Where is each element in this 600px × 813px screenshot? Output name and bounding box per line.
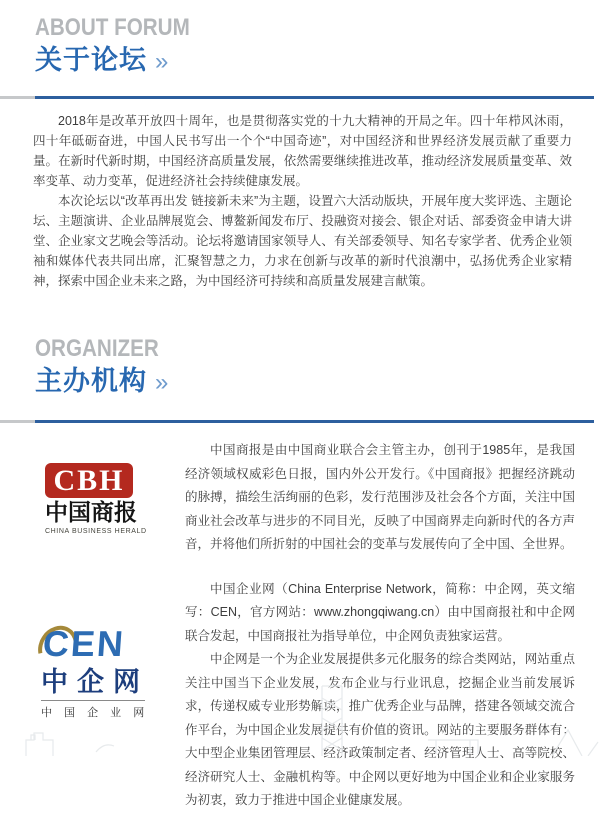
cbh-logo-red-box xyxy=(45,463,133,498)
cbh-name-en: CHINA BUSINESS HERALD xyxy=(45,528,147,535)
cbh-description xyxy=(185,439,575,557)
cen-name-zh-sub: 中 国 企 业 网 xyxy=(41,700,145,720)
cen-paragraph-2: 中企网是一个为企业发展提供多元化服务的综合类网站，网站重点关注中国当下企业发展，发布企业与行业讯息，挖掘企业当前发展诉求，传递权威专业形势解读，推广优秀企业与品牌，搭建各领域交流合作平台，为中国企业发展提供有价值的资讯。网站的主要服务群体有：大中型企业集团管理层、经济政策制定者、经济管理人士、高等院校、经济研究人士、金融机构等。中企网以更好地为中国企业和企业家服务为初衷，致力于推进中国企业健康发展。 xyxy=(185,652,575,807)
cen-description xyxy=(185,578,575,813)
about-paragraph-2: 本次论坛以“改革再出发 链接新未来”为主题，设置六大活动版块，开展年度大奖评选、主题论坛、主题演讲、企业品牌展览会、博鳌新闻发布厅、投融资对接会、银企对话、部委资金申请大讲堂、企业家文艺晚会等活动。论坛将邀请国家领导人、有关部委领导、知名专家学者、优秀企业领袖和媒体代表共同出席，汇聚智慧之力，力求在创新与改革的新时代浪潮中，弘扬优秀企业家精神，探索中国企业未来之路，为中国经济可持续和高质量发展建言献策。 xyxy=(33,194,572,288)
cen-logo-mark xyxy=(41,624,151,664)
cbh-logo xyxy=(35,463,147,536)
about-title-zh: 关于论坛 » xyxy=(35,45,170,75)
about-title-en: ABOUT FORUM xyxy=(35,14,190,41)
about-paragraph-1: 2018年是改革开放四十周年，也是贯彻落实党的十九大精神的开局之年。四十年栉风沐雨，四十年砥砺奋进，中国人民书写出一个个“中国奇迹”，对中国经济和世界经济发展贡献了重要力量。在新时代新时期，中国经济高质量发展，依然需要继续推进改革，推动经济发展质量变革、效率变革、动力变革，促进经济社会持续健康发展。 xyxy=(33,114,572,188)
double-chevron-icon: » xyxy=(155,48,170,75)
about-section-header xyxy=(35,16,600,77)
cen-row xyxy=(35,578,575,813)
cen-acronym: CEN xyxy=(41,622,127,664)
about-body xyxy=(33,111,572,291)
double-chevron-icon: » xyxy=(155,369,170,396)
cbh-paragraph-1: 中国商报是由中国商业联合会主管主办，创刊于1985年，是我国经济领域权威彩色日报，国内外公开发行。《中国商报》把握经济跳动的脉搏，描绘生活绚丽的色彩，发行范围涉及社会各个方面，关注中国商业社会改革与进步的不同目光，反映了中国商界走向新时代的各方声音，并将他们所折射的中国社会的变革与发展传向了全中国、全世界。 xyxy=(185,443,575,551)
cbh-acronym: CBH xyxy=(53,463,125,497)
organizer-section-divider xyxy=(0,420,594,423)
cen-paragraph-1: 中国企业网（China Enterprise Network，简称：中企网，英文缩写：CEN，官方网站：www.zhongqiwang.cn）由中国商报社和中企网联合发起，中国商报社为指导单位，中企网负责独家运营。 xyxy=(185,581,575,643)
cbh-logo-column xyxy=(35,439,185,557)
about-section-divider xyxy=(0,96,594,99)
organizer-title-en: ORGANIZER xyxy=(35,335,159,362)
cen-name-zh: 中企网 xyxy=(41,666,149,697)
cen-logo xyxy=(35,624,151,720)
cbh-name-zh: 中国商报 xyxy=(45,500,137,525)
cen-logo-column xyxy=(35,578,185,813)
organizer-title-zh: 主办机构 » xyxy=(35,366,170,396)
organizer-section-header xyxy=(35,337,600,398)
cbh-row xyxy=(35,439,575,557)
